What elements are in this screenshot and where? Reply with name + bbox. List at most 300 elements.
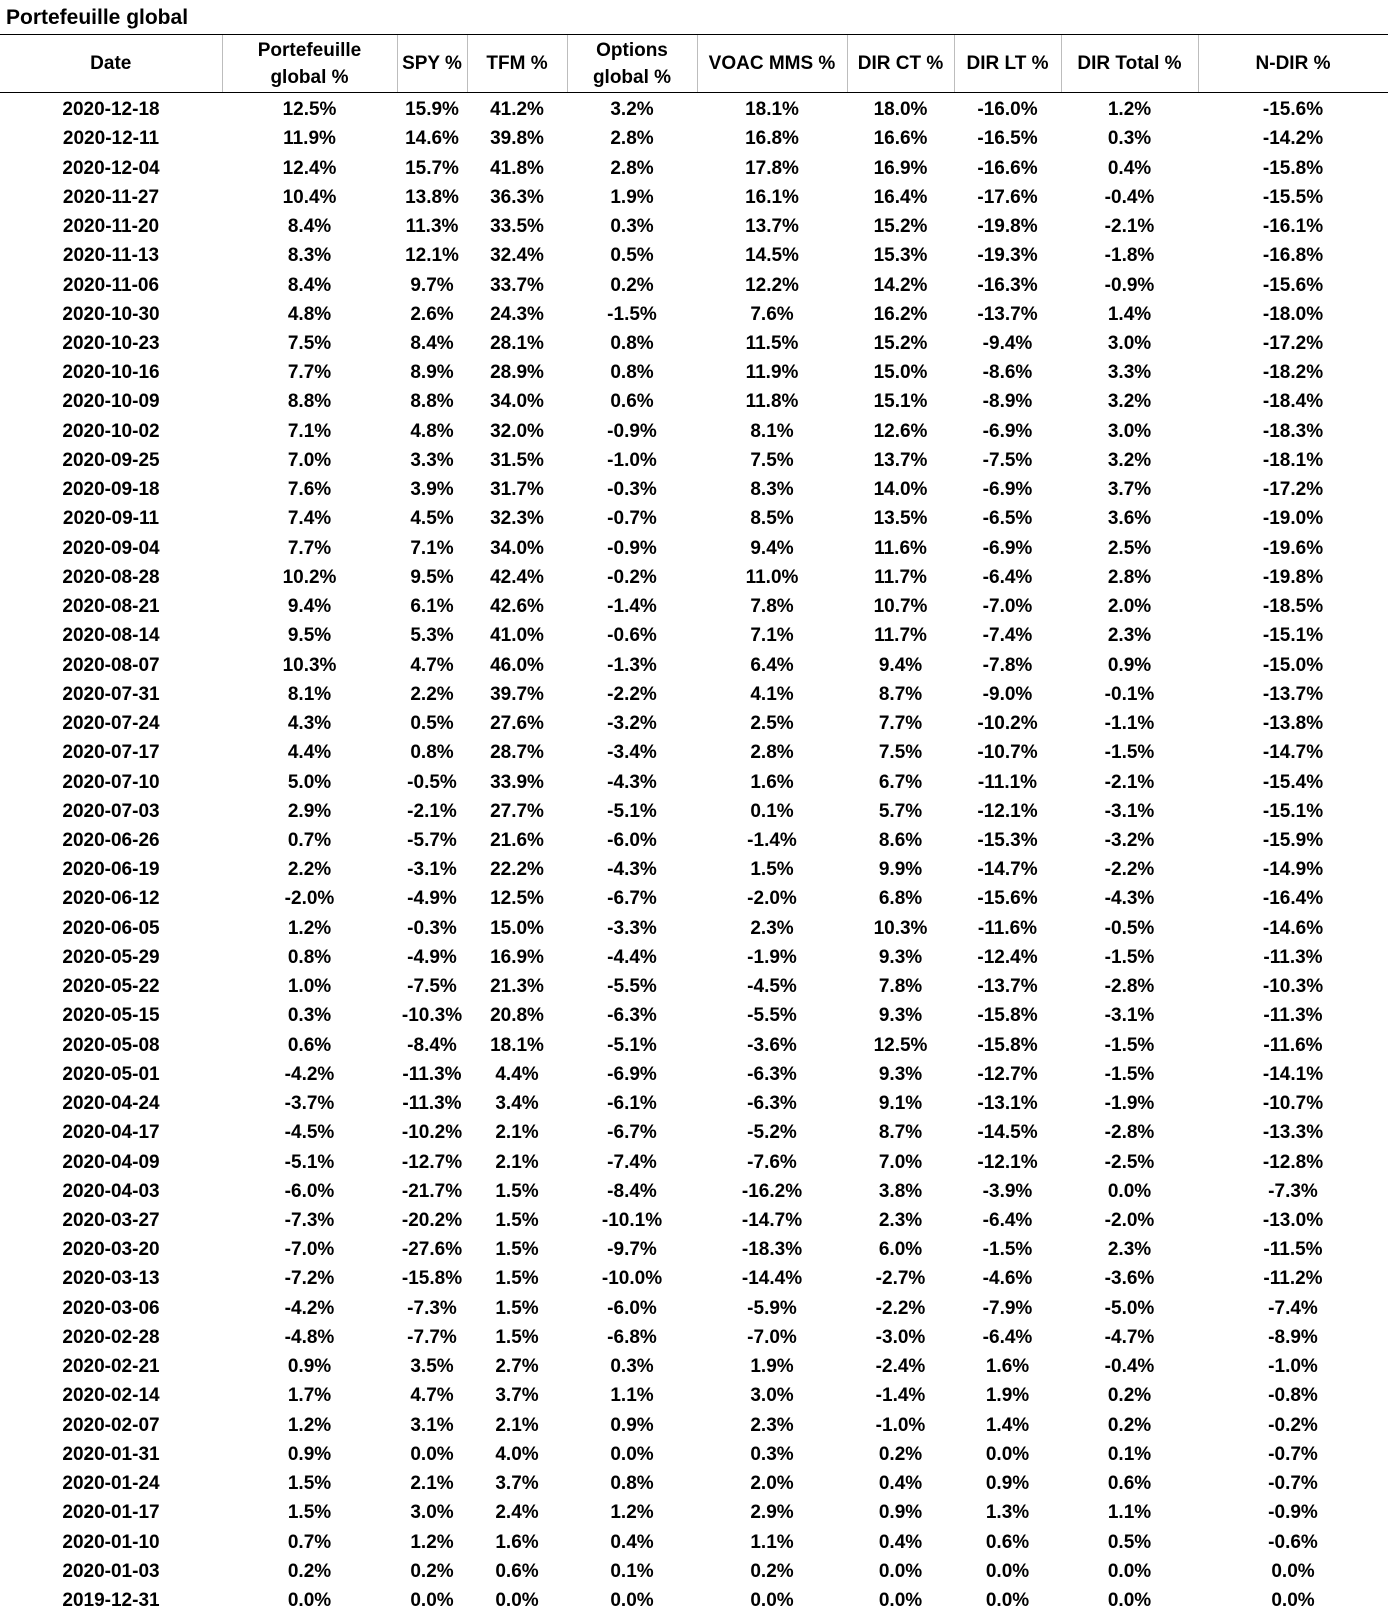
cell-date[interactable]: 2020-09-04 xyxy=(0,534,222,563)
cell-options-global[interactable]: 1.2% xyxy=(567,1498,697,1527)
cell-tfm[interactable]: 31.7% xyxy=(467,475,567,504)
cell-dir-total[interactable]: -1.5% xyxy=(1061,738,1198,767)
cell-tfm[interactable]: 41.2% xyxy=(467,93,567,125)
cell-n-dir[interactable]: -15.1% xyxy=(1198,621,1388,650)
cell-dir-total[interactable]: 3.2% xyxy=(1061,446,1198,475)
cell-tfm[interactable]: 33.7% xyxy=(467,270,567,299)
cell-options-global[interactable]: -0.2% xyxy=(567,563,697,592)
cell-tfm[interactable]: 27.6% xyxy=(467,709,567,738)
cell-options-global[interactable]: -5.5% xyxy=(567,972,697,1001)
cell-voac-mms[interactable]: 2.0% xyxy=(697,1469,847,1498)
cell-date[interactable]: 2020-07-10 xyxy=(0,767,222,796)
cell-portefeuille-global[interactable]: 2.9% xyxy=(222,797,397,826)
cell-spy[interactable]: -2.1% xyxy=(397,797,467,826)
cell-portefeuille-global[interactable]: 5.0% xyxy=(222,767,397,796)
cell-dir-ct[interactable]: 5.7% xyxy=(847,797,954,826)
cell-dir-lt[interactable]: -19.8% xyxy=(954,212,1061,241)
cell-options-global[interactable]: -3.3% xyxy=(567,914,697,943)
cell-portefeuille-global[interactable]: 8.4% xyxy=(222,212,397,241)
cell-portefeuille-global[interactable]: 11.9% xyxy=(222,124,397,153)
cell-voac-mms[interactable]: 7.1% xyxy=(697,621,847,650)
cell-dir-lt[interactable]: -7.5% xyxy=(954,446,1061,475)
cell-spy[interactable]: 8.8% xyxy=(397,387,467,416)
cell-dir-lt[interactable]: -14.7% xyxy=(954,855,1061,884)
cell-portefeuille-global[interactable]: -4.2% xyxy=(222,1060,397,1089)
cell-n-dir[interactable]: -17.2% xyxy=(1198,475,1388,504)
cell-tfm[interactable]: 27.7% xyxy=(467,797,567,826)
cell-date[interactable]: 2020-02-14 xyxy=(0,1381,222,1410)
cell-portefeuille-global[interactable]: 1.2% xyxy=(222,1411,397,1440)
cell-n-dir[interactable]: -19.6% xyxy=(1198,534,1388,563)
cell-voac-mms[interactable]: 17.8% xyxy=(697,153,847,182)
cell-dir-lt[interactable]: -17.6% xyxy=(954,183,1061,212)
cell-portefeuille-global[interactable]: 2.2% xyxy=(222,855,397,884)
cell-tfm[interactable]: 18.1% xyxy=(467,1031,567,1060)
cell-n-dir[interactable]: -16.1% xyxy=(1198,212,1388,241)
cell-dir-total[interactable]: 0.2% xyxy=(1061,1381,1198,1410)
cell-portefeuille-global[interactable]: 7.6% xyxy=(222,475,397,504)
cell-dir-ct[interactable]: 14.2% xyxy=(847,270,954,299)
cell-voac-mms[interactable]: 16.1% xyxy=(697,183,847,212)
cell-dir-lt[interactable]: -7.4% xyxy=(954,621,1061,650)
cell-n-dir[interactable]: -18.2% xyxy=(1198,358,1388,387)
cell-date[interactable]: 2020-04-03 xyxy=(0,1177,222,1206)
cell-voac-mms[interactable]: -7.6% xyxy=(697,1147,847,1176)
cell-spy[interactable]: 3.5% xyxy=(397,1352,467,1381)
cell-dir-total[interactable]: 3.7% xyxy=(1061,475,1198,504)
cell-portefeuille-global[interactable]: 0.3% xyxy=(222,1001,397,1030)
cell-tfm[interactable]: 36.3% xyxy=(467,183,567,212)
cell-dir-ct[interactable]: 0.4% xyxy=(847,1469,954,1498)
cell-dir-total[interactable]: -2.0% xyxy=(1061,1206,1198,1235)
cell-options-global[interactable]: -0.9% xyxy=(567,534,697,563)
cell-spy[interactable]: 3.0% xyxy=(397,1498,467,1527)
cell-spy[interactable]: 3.9% xyxy=(397,475,467,504)
cell-tfm[interactable]: 4.4% xyxy=(467,1060,567,1089)
cell-portefeuille-global[interactable]: -7.0% xyxy=(222,1235,397,1264)
cell-voac-mms[interactable]: 0.0% xyxy=(697,1586,847,1615)
cell-date[interactable]: 2020-09-25 xyxy=(0,446,222,475)
cell-dir-lt[interactable]: 1.6% xyxy=(954,1352,1061,1381)
cell-options-global[interactable]: -4.3% xyxy=(567,767,697,796)
cell-dir-ct[interactable]: 16.2% xyxy=(847,300,954,329)
cell-dir-ct[interactable]: 0.9% xyxy=(847,1498,954,1527)
cell-spy[interactable]: -10.2% xyxy=(397,1118,467,1147)
cell-tfm[interactable]: 1.5% xyxy=(467,1264,567,1293)
cell-date[interactable]: 2020-12-18 xyxy=(0,93,222,125)
cell-dir-total[interactable]: -1.5% xyxy=(1061,1060,1198,1089)
cell-dir-ct[interactable]: 16.6% xyxy=(847,124,954,153)
cell-tfm[interactable]: 46.0% xyxy=(467,650,567,679)
cell-options-global[interactable]: -10.0% xyxy=(567,1264,697,1293)
cell-date[interactable]: 2020-05-08 xyxy=(0,1031,222,1060)
cell-options-global[interactable]: -1.5% xyxy=(567,300,697,329)
cell-date[interactable]: 2020-07-17 xyxy=(0,738,222,767)
cell-spy[interactable]: -11.3% xyxy=(397,1060,467,1089)
cell-portefeuille-global[interactable]: 0.8% xyxy=(222,943,397,972)
cell-voac-mms[interactable]: 13.7% xyxy=(697,212,847,241)
cell-dir-lt[interactable]: -9.4% xyxy=(954,329,1061,358)
cell-options-global[interactable]: -3.4% xyxy=(567,738,697,767)
cell-spy[interactable]: 1.2% xyxy=(397,1527,467,1556)
cell-voac-mms[interactable]: -5.9% xyxy=(697,1294,847,1323)
cell-options-global[interactable]: -5.1% xyxy=(567,1031,697,1060)
cell-dir-total[interactable]: 0.5% xyxy=(1061,1527,1198,1556)
cell-voac-mms[interactable]: 16.8% xyxy=(697,124,847,153)
cell-voac-mms[interactable]: 2.8% xyxy=(697,738,847,767)
cell-n-dir[interactable]: -8.9% xyxy=(1198,1323,1388,1352)
cell-date[interactable]: 2020-10-16 xyxy=(0,358,222,387)
cell-dir-lt[interactable]: -12.4% xyxy=(954,943,1061,972)
cell-voac-mms[interactable]: -7.0% xyxy=(697,1323,847,1352)
cell-spy[interactable]: -3.1% xyxy=(397,855,467,884)
cell-spy[interactable]: 11.3% xyxy=(397,212,467,241)
cell-tfm[interactable]: 2.1% xyxy=(467,1147,567,1176)
cell-options-global[interactable]: 0.1% xyxy=(567,1557,697,1586)
cell-n-dir[interactable]: -16.4% xyxy=(1198,884,1388,913)
cell-dir-ct[interactable]: 8.7% xyxy=(847,1118,954,1147)
cell-voac-mms[interactable]: 2.5% xyxy=(697,709,847,738)
header-n-dir[interactable]: N-DIR % xyxy=(1198,35,1388,93)
cell-date[interactable]: 2020-05-22 xyxy=(0,972,222,1001)
cell-dir-ct[interactable]: 6.0% xyxy=(847,1235,954,1264)
cell-date[interactable]: 2020-03-27 xyxy=(0,1206,222,1235)
cell-n-dir[interactable]: -15.6% xyxy=(1198,270,1388,299)
cell-portefeuille-global[interactable]: -4.8% xyxy=(222,1323,397,1352)
cell-spy[interactable]: 0.2% xyxy=(397,1557,467,1586)
cell-tfm[interactable]: 15.0% xyxy=(467,914,567,943)
cell-dir-total[interactable]: 3.0% xyxy=(1061,417,1198,446)
cell-portefeuille-global[interactable]: -4.2% xyxy=(222,1294,397,1323)
cell-voac-mms[interactable]: 9.4% xyxy=(697,534,847,563)
cell-dir-total[interactable]: -2.5% xyxy=(1061,1147,1198,1176)
cell-options-global[interactable]: 0.9% xyxy=(567,1411,697,1440)
cell-dir-ct[interactable]: 8.6% xyxy=(847,826,954,855)
cell-dir-ct[interactable]: 15.1% xyxy=(847,387,954,416)
cell-portefeuille-global[interactable]: 10.4% xyxy=(222,183,397,212)
cell-dir-ct[interactable]: 2.3% xyxy=(847,1206,954,1235)
cell-n-dir[interactable]: -0.2% xyxy=(1198,1411,1388,1440)
cell-voac-mms[interactable]: 7.8% xyxy=(697,592,847,621)
cell-date[interactable]: 2020-08-14 xyxy=(0,621,222,650)
cell-portefeuille-global[interactable]: 0.7% xyxy=(222,826,397,855)
cell-dir-lt[interactable]: -8.9% xyxy=(954,387,1061,416)
cell-options-global[interactable]: 3.2% xyxy=(567,93,697,125)
cell-voac-mms[interactable]: -2.0% xyxy=(697,884,847,913)
cell-tfm[interactable]: 0.0% xyxy=(467,1586,567,1615)
cell-dir-lt[interactable]: -6.9% xyxy=(954,534,1061,563)
cell-date[interactable]: 2020-05-01 xyxy=(0,1060,222,1089)
cell-options-global[interactable]: -4.4% xyxy=(567,943,697,972)
cell-dir-total[interactable]: -0.9% xyxy=(1061,270,1198,299)
cell-spy[interactable]: 13.8% xyxy=(397,183,467,212)
cell-dir-lt[interactable]: -15.8% xyxy=(954,1031,1061,1060)
cell-dir-ct[interactable]: 13.7% xyxy=(847,446,954,475)
cell-date[interactable]: 2020-06-19 xyxy=(0,855,222,884)
cell-portefeuille-global[interactable]: 1.5% xyxy=(222,1469,397,1498)
cell-portefeuille-global[interactable]: 7.7% xyxy=(222,534,397,563)
cell-tfm[interactable]: 28.1% xyxy=(467,329,567,358)
cell-options-global[interactable]: 2.8% xyxy=(567,124,697,153)
cell-date[interactable]: 2020-10-30 xyxy=(0,300,222,329)
cell-dir-total[interactable]: -0.5% xyxy=(1061,914,1198,943)
cell-portefeuille-global[interactable]: 8.4% xyxy=(222,270,397,299)
cell-n-dir[interactable]: 0.0% xyxy=(1198,1557,1388,1586)
cell-portefeuille-global[interactable]: 8.1% xyxy=(222,680,397,709)
cell-dir-ct[interactable]: 15.3% xyxy=(847,241,954,270)
cell-dir-lt[interactable]: -6.9% xyxy=(954,475,1061,504)
cell-dir-lt[interactable]: -6.9% xyxy=(954,417,1061,446)
cell-voac-mms[interactable]: -4.5% xyxy=(697,972,847,1001)
cell-options-global[interactable]: -3.2% xyxy=(567,709,697,738)
cell-spy[interactable]: -4.9% xyxy=(397,943,467,972)
cell-voac-mms[interactable]: -1.9% xyxy=(697,943,847,972)
cell-dir-total[interactable]: 0.0% xyxy=(1061,1557,1198,1586)
cell-dir-lt[interactable]: -6.5% xyxy=(954,504,1061,533)
cell-date[interactable]: 2020-07-31 xyxy=(0,680,222,709)
cell-portefeuille-global[interactable]: -7.2% xyxy=(222,1264,397,1293)
cell-voac-mms[interactable]: -18.3% xyxy=(697,1235,847,1264)
cell-dir-ct[interactable]: 15.2% xyxy=(847,212,954,241)
cell-dir-ct[interactable]: -2.2% xyxy=(847,1294,954,1323)
cell-date[interactable]: 2020-11-13 xyxy=(0,241,222,270)
cell-date[interactable]: 2020-10-09 xyxy=(0,387,222,416)
cell-dir-total[interactable]: 2.8% xyxy=(1061,563,1198,592)
cell-date[interactable]: 2020-10-02 xyxy=(0,417,222,446)
cell-dir-lt[interactable]: -16.0% xyxy=(954,93,1061,125)
cell-options-global[interactable]: -6.1% xyxy=(567,1089,697,1118)
cell-options-global[interactable]: -7.4% xyxy=(567,1147,697,1176)
cell-n-dir[interactable]: -18.3% xyxy=(1198,417,1388,446)
cell-options-global[interactable]: -0.9% xyxy=(567,417,697,446)
cell-tfm[interactable]: 20.8% xyxy=(467,1001,567,1030)
cell-date[interactable]: 2020-01-24 xyxy=(0,1469,222,1498)
cell-dir-ct[interactable]: 13.5% xyxy=(847,504,954,533)
cell-n-dir[interactable]: -18.5% xyxy=(1198,592,1388,621)
cell-dir-lt[interactable]: -9.0% xyxy=(954,680,1061,709)
cell-dir-ct[interactable]: 10.3% xyxy=(847,914,954,943)
cell-options-global[interactable]: -6.8% xyxy=(567,1323,697,1352)
cell-tfm[interactable]: 33.5% xyxy=(467,212,567,241)
cell-dir-total[interactable]: 1.2% xyxy=(1061,93,1198,125)
cell-tfm[interactable]: 3.7% xyxy=(467,1381,567,1410)
cell-spy[interactable]: 15.7% xyxy=(397,153,467,182)
cell-dir-total[interactable]: -2.1% xyxy=(1061,767,1198,796)
cell-n-dir[interactable]: -0.6% xyxy=(1198,1527,1388,1556)
cell-voac-mms[interactable]: 1.6% xyxy=(697,767,847,796)
cell-dir-ct[interactable]: 9.3% xyxy=(847,943,954,972)
cell-dir-lt[interactable]: -16.3% xyxy=(954,270,1061,299)
header-options-global[interactable]: Options global % xyxy=(567,35,697,93)
cell-portefeuille-global[interactable]: 7.4% xyxy=(222,504,397,533)
cell-date[interactable]: 2020-01-17 xyxy=(0,1498,222,1527)
cell-voac-mms[interactable]: -1.4% xyxy=(697,826,847,855)
cell-options-global[interactable]: -4.3% xyxy=(567,855,697,884)
cell-tfm[interactable]: 1.5% xyxy=(467,1235,567,1264)
cell-n-dir[interactable]: -14.2% xyxy=(1198,124,1388,153)
cell-dir-lt[interactable]: 0.9% xyxy=(954,1469,1061,1498)
cell-dir-lt[interactable]: -12.1% xyxy=(954,797,1061,826)
cell-options-global[interactable]: 0.8% xyxy=(567,1469,697,1498)
cell-portefeuille-global[interactable]: 10.2% xyxy=(222,563,397,592)
cell-tfm[interactable]: 32.4% xyxy=(467,241,567,270)
cell-spy[interactable]: 4.5% xyxy=(397,504,467,533)
cell-n-dir[interactable]: -18.4% xyxy=(1198,387,1388,416)
cell-dir-total[interactable]: 0.3% xyxy=(1061,124,1198,153)
cell-tfm[interactable]: 34.0% xyxy=(467,534,567,563)
header-voac-mms[interactable]: VOAC MMS % xyxy=(697,35,847,93)
cell-n-dir[interactable]: -10.3% xyxy=(1198,972,1388,1001)
cell-date[interactable]: 2020-08-07 xyxy=(0,650,222,679)
cell-date[interactable]: 2020-04-09 xyxy=(0,1147,222,1176)
cell-portefeuille-global[interactable]: 1.5% xyxy=(222,1498,397,1527)
cell-voac-mms[interactable]: 7.5% xyxy=(697,446,847,475)
cell-options-global[interactable]: 2.8% xyxy=(567,153,697,182)
cell-spy[interactable]: 3.1% xyxy=(397,1411,467,1440)
cell-dir-total[interactable]: -0.1% xyxy=(1061,680,1198,709)
cell-tfm[interactable]: 32.0% xyxy=(467,417,567,446)
cell-spy[interactable]: 0.0% xyxy=(397,1586,467,1615)
cell-n-dir[interactable]: -15.0% xyxy=(1198,650,1388,679)
cell-n-dir[interactable]: -13.8% xyxy=(1198,709,1388,738)
cell-dir-ct[interactable]: 16.4% xyxy=(847,183,954,212)
cell-dir-lt[interactable]: -6.4% xyxy=(954,1323,1061,1352)
header-date[interactable]: Date xyxy=(0,35,222,93)
cell-n-dir[interactable]: -0.7% xyxy=(1198,1440,1388,1469)
cell-dir-total[interactable]: -4.7% xyxy=(1061,1323,1198,1352)
cell-date[interactable]: 2020-05-29 xyxy=(0,943,222,972)
cell-date[interactable]: 2020-05-15 xyxy=(0,1001,222,1030)
cell-date[interactable]: 2020-03-20 xyxy=(0,1235,222,1264)
cell-dir-ct[interactable]: 12.6% xyxy=(847,417,954,446)
cell-spy[interactable]: 6.1% xyxy=(397,592,467,621)
cell-voac-mms[interactable]: 11.0% xyxy=(697,563,847,592)
cell-dir-lt[interactable]: 0.6% xyxy=(954,1527,1061,1556)
cell-spy[interactable]: 8.9% xyxy=(397,358,467,387)
cell-voac-mms[interactable]: 2.3% xyxy=(697,914,847,943)
cell-spy[interactable]: -11.3% xyxy=(397,1089,467,1118)
cell-date[interactable]: 2020-11-27 xyxy=(0,183,222,212)
cell-dir-lt[interactable]: -16.5% xyxy=(954,124,1061,153)
cell-n-dir[interactable]: 0.0% xyxy=(1198,1586,1388,1615)
cell-dir-total[interactable]: 3.0% xyxy=(1061,329,1198,358)
cell-voac-mms[interactable]: 2.9% xyxy=(697,1498,847,1527)
cell-n-dir[interactable]: -14.1% xyxy=(1198,1060,1388,1089)
cell-n-dir[interactable]: -15.8% xyxy=(1198,153,1388,182)
cell-spy[interactable]: 12.1% xyxy=(397,241,467,270)
cell-dir-lt[interactable]: -6.4% xyxy=(954,1206,1061,1235)
cell-spy[interactable]: -27.6% xyxy=(397,1235,467,1264)
cell-spy[interactable]: 14.6% xyxy=(397,124,467,153)
cell-voac-mms[interactable]: 1.1% xyxy=(697,1527,847,1556)
cell-dir-total[interactable]: 0.1% xyxy=(1061,1440,1198,1469)
cell-date[interactable]: 2020-03-06 xyxy=(0,1294,222,1323)
cell-portefeuille-global[interactable]: 0.9% xyxy=(222,1352,397,1381)
cell-dir-ct[interactable]: 6.7% xyxy=(847,767,954,796)
cell-spy[interactable]: 9.5% xyxy=(397,563,467,592)
cell-date[interactable]: 2020-12-11 xyxy=(0,124,222,153)
cell-dir-ct[interactable]: -3.0% xyxy=(847,1323,954,1352)
cell-spy[interactable]: -5.7% xyxy=(397,826,467,855)
cell-spy[interactable]: -15.8% xyxy=(397,1264,467,1293)
cell-n-dir[interactable]: -11.5% xyxy=(1198,1235,1388,1264)
cell-date[interactable]: 2019-12-31 xyxy=(0,1586,222,1615)
cell-spy[interactable]: 4.7% xyxy=(397,1381,467,1410)
cell-dir-ct[interactable]: 18.0% xyxy=(847,93,954,125)
cell-portefeuille-global[interactable]: 7.1% xyxy=(222,417,397,446)
cell-spy[interactable]: -8.4% xyxy=(397,1031,467,1060)
header-spy[interactable]: SPY % xyxy=(397,35,467,93)
cell-n-dir[interactable]: -14.6% xyxy=(1198,914,1388,943)
cell-dir-total[interactable]: -0.4% xyxy=(1061,1352,1198,1381)
cell-portefeuille-global[interactable]: 0.7% xyxy=(222,1527,397,1556)
cell-dir-total[interactable]: -1.1% xyxy=(1061,709,1198,738)
cell-dir-ct[interactable]: 15.2% xyxy=(847,329,954,358)
cell-date[interactable]: 2020-04-24 xyxy=(0,1089,222,1118)
cell-portefeuille-global[interactable]: 4.8% xyxy=(222,300,397,329)
cell-dir-lt[interactable]: -13.7% xyxy=(954,972,1061,1001)
cell-portefeuille-global[interactable]: 0.6% xyxy=(222,1031,397,1060)
cell-tfm[interactable]: 0.6% xyxy=(467,1557,567,1586)
cell-portefeuille-global[interactable]: 0.9% xyxy=(222,1440,397,1469)
cell-spy[interactable]: -21.7% xyxy=(397,1177,467,1206)
cell-n-dir[interactable]: -15.1% xyxy=(1198,797,1388,826)
cell-dir-ct[interactable]: -2.7% xyxy=(847,1264,954,1293)
cell-n-dir[interactable]: -14.7% xyxy=(1198,738,1388,767)
cell-dir-total[interactable]: -3.1% xyxy=(1061,1001,1198,1030)
cell-date[interactable]: 2020-02-07 xyxy=(0,1411,222,1440)
cell-options-global[interactable]: -1.0% xyxy=(567,446,697,475)
cell-spy[interactable]: 7.1% xyxy=(397,534,467,563)
cell-voac-mms[interactable]: 6.4% xyxy=(697,650,847,679)
cell-options-global[interactable]: -6.7% xyxy=(567,1118,697,1147)
cell-n-dir[interactable]: -0.8% xyxy=(1198,1381,1388,1410)
cell-voac-mms[interactable]: 1.5% xyxy=(697,855,847,884)
cell-spy[interactable]: 3.3% xyxy=(397,446,467,475)
cell-dir-ct[interactable]: 10.7% xyxy=(847,592,954,621)
cell-n-dir[interactable]: -13.3% xyxy=(1198,1118,1388,1147)
cell-spy[interactable]: -4.9% xyxy=(397,884,467,913)
cell-dir-ct[interactable]: 11.7% xyxy=(847,621,954,650)
cell-n-dir[interactable]: -14.9% xyxy=(1198,855,1388,884)
cell-portefeuille-global[interactable]: -4.5% xyxy=(222,1118,397,1147)
cell-dir-total[interactable]: 0.0% xyxy=(1061,1177,1198,1206)
cell-portefeuille-global[interactable]: 9.5% xyxy=(222,621,397,650)
cell-spy[interactable]: 0.8% xyxy=(397,738,467,767)
cell-dir-total[interactable]: -1.5% xyxy=(1061,1031,1198,1060)
cell-tfm[interactable]: 2.1% xyxy=(467,1411,567,1440)
cell-n-dir[interactable]: -11.3% xyxy=(1198,1001,1388,1030)
cell-dir-ct[interactable]: -1.0% xyxy=(847,1411,954,1440)
cell-portefeuille-global[interactable]: 0.2% xyxy=(222,1557,397,1586)
cell-options-global[interactable]: 0.8% xyxy=(567,358,697,387)
cell-portefeuille-global[interactable]: -5.1% xyxy=(222,1147,397,1176)
cell-dir-ct[interactable]: 11.6% xyxy=(847,534,954,563)
cell-dir-total[interactable]: -3.1% xyxy=(1061,797,1198,826)
cell-voac-mms[interactable]: -6.3% xyxy=(697,1089,847,1118)
cell-portefeuille-global[interactable]: 7.0% xyxy=(222,446,397,475)
cell-tfm[interactable]: 24.3% xyxy=(467,300,567,329)
cell-spy[interactable]: 4.7% xyxy=(397,650,467,679)
cell-date[interactable]: 2020-11-06 xyxy=(0,270,222,299)
cell-options-global[interactable]: -0.6% xyxy=(567,621,697,650)
cell-options-global[interactable]: -0.3% xyxy=(567,475,697,504)
cell-date[interactable]: 2020-07-24 xyxy=(0,709,222,738)
cell-dir-lt[interactable]: -15.8% xyxy=(954,1001,1061,1030)
cell-n-dir[interactable]: -16.8% xyxy=(1198,241,1388,270)
cell-dir-lt[interactable]: -15.6% xyxy=(954,884,1061,913)
cell-n-dir[interactable]: -11.6% xyxy=(1198,1031,1388,1060)
